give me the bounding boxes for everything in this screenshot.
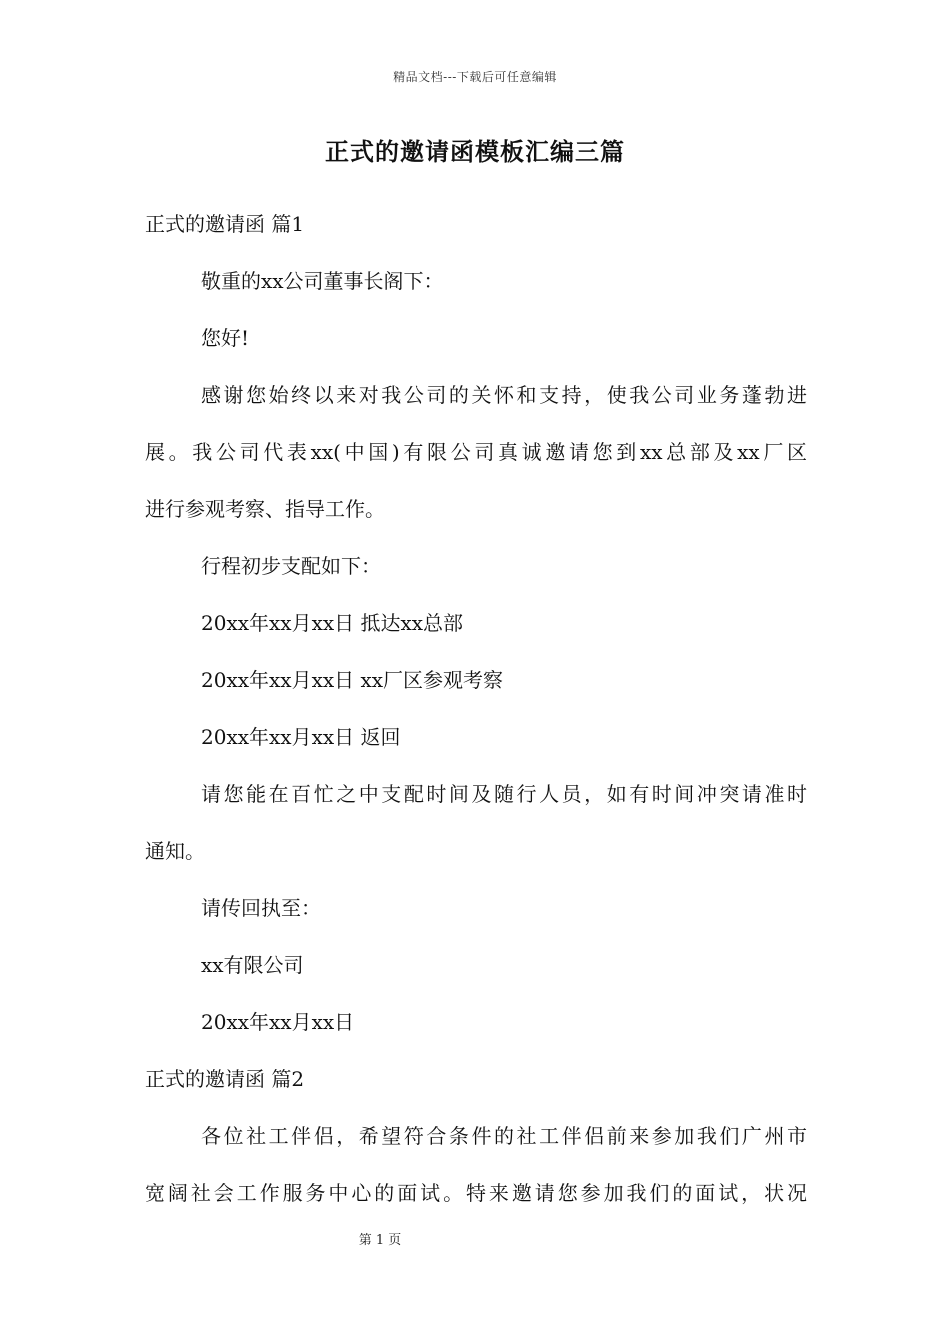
- schedule-item: 20xx年xx月xx日 xx厂区参观考察: [201, 668, 504, 692]
- paragraph-line: 请您能在百忙之中支配时间及随行人员，如有时间冲突请准时: [201, 782, 807, 806]
- paragraph-line: 各位社工伴侣，希望符合条件的社工伴侣前来参加我们广州市: [201, 1124, 807, 1148]
- paragraph-line: 感谢您始终以来对我公司的关怀和支持，使我公司业务蓬勃进: [201, 383, 807, 407]
- schedule-item: 20xx年xx月xx日 抵达xx总部: [201, 611, 464, 635]
- document-body: [145, 196, 807, 1222]
- company-name: xx有限公司: [201, 953, 304, 977]
- greeting: 您好!: [201, 326, 250, 350]
- schedule-heading: 行程初步支配如下：: [201, 554, 381, 578]
- section-heading-2: 正式的邀请函 篇2: [145, 1067, 305, 1091]
- paragraph-line: 展。我公司代表xx(中国)有限公司真诚邀请您到xx总部及xx厂区: [145, 440, 807, 464]
- paragraph-line: 通知。: [145, 839, 205, 863]
- page-header: 精品文档---下载后可任意编辑: [393, 70, 557, 84]
- page-number: 第 1 页: [358, 1233, 402, 1248]
- section-heading-1: 正式的邀请函 篇1: [145, 212, 305, 236]
- reply-heading: 请传回执至：: [201, 896, 321, 920]
- paragraph-line: 宽阔社会工作服务中心的面试。特来邀请您参加我们的面试，状况: [145, 1181, 807, 1205]
- date-line: 20xx年xx月xx日: [201, 1010, 355, 1034]
- paragraph-line: 进行参观考察、指导工作。: [145, 497, 385, 521]
- salutation: 敬重的xx公司董事长阁下：: [201, 269, 444, 293]
- document-title: 正式的邀请函模板汇编三篇: [325, 137, 625, 166]
- schedule-item: 20xx年xx月xx日 返回: [201, 725, 401, 749]
